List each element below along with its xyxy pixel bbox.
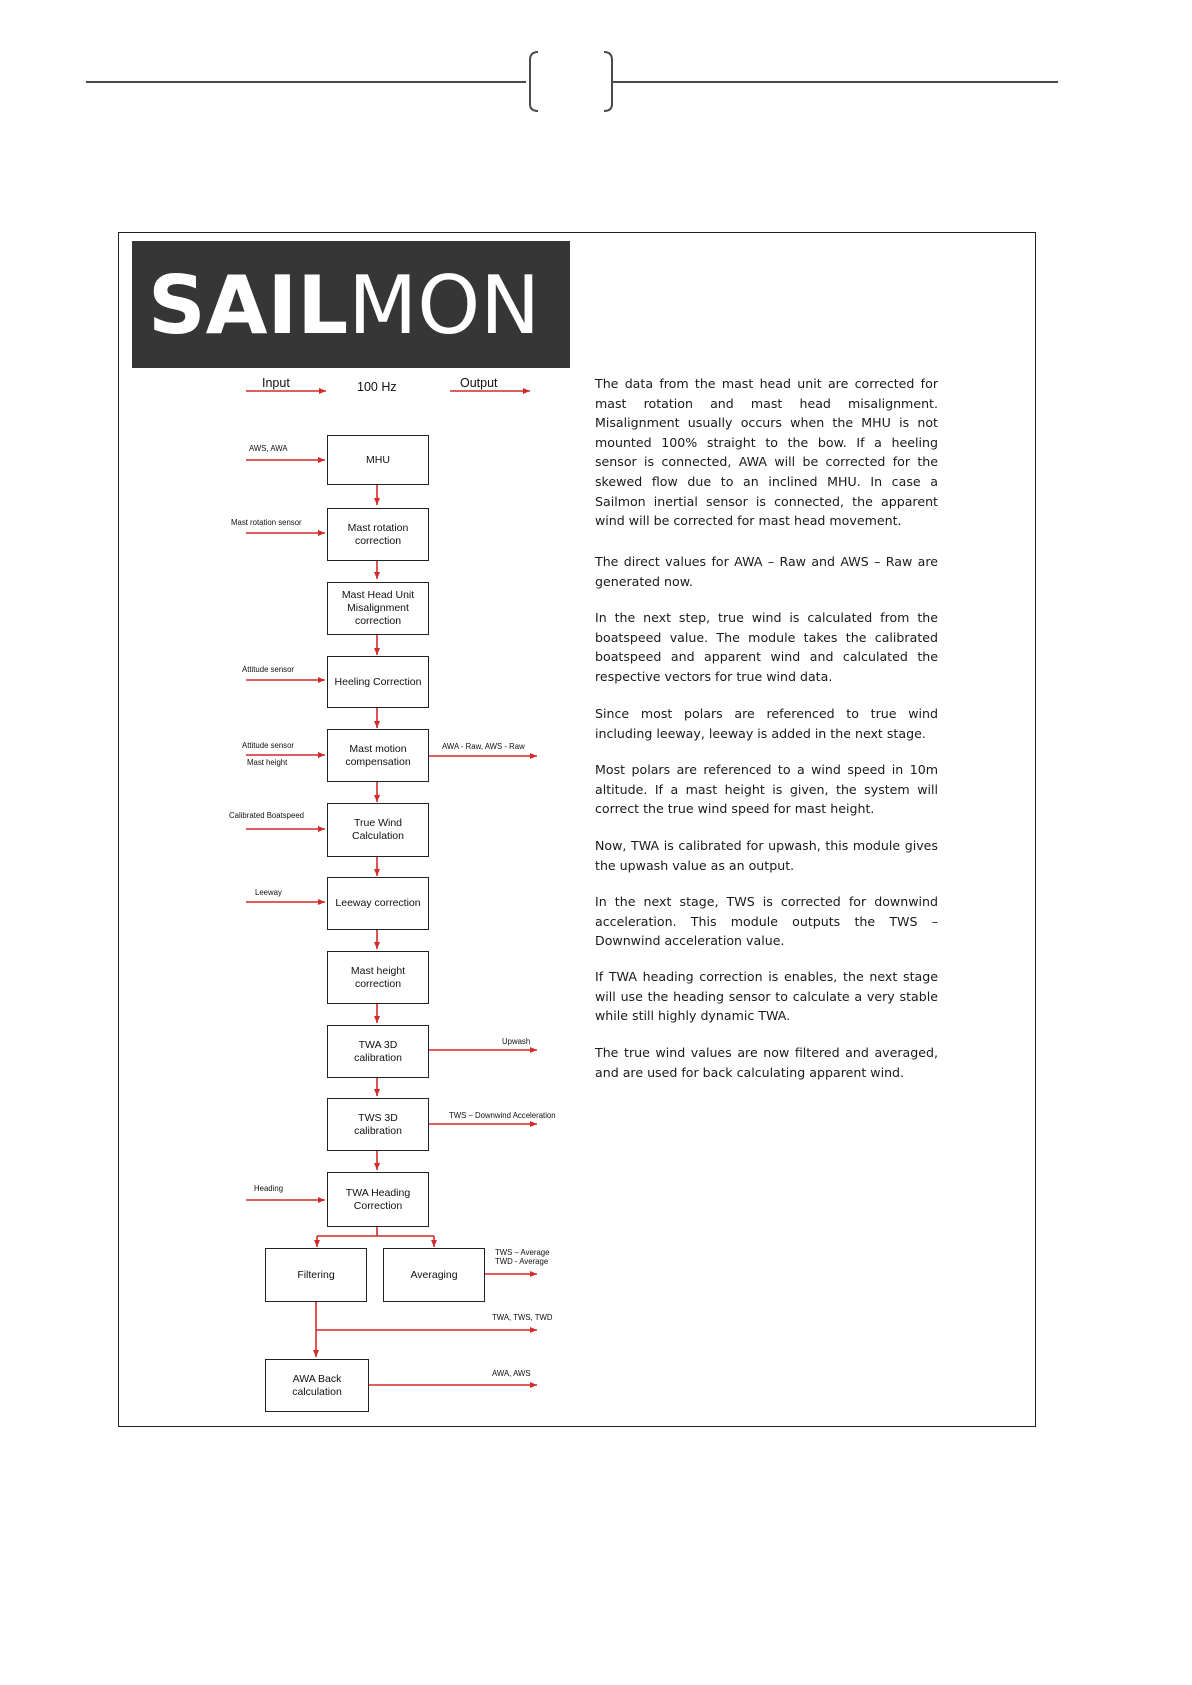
output-label-twd-average: TWD - Average <box>495 1257 549 1266</box>
box-leeway-correction: Leeway correction <box>327 877 429 930</box>
box-heeling-correction: Heeling Correction <box>327 656 429 708</box>
box-misalignment-correction: Mast Head Unit Misalignment correction <box>327 582 429 635</box>
box-awa-back-calculation: AWA Back calculation <box>265 1359 369 1412</box>
output-label-awa-aws-raw: AWA - Raw, AWS - Raw <box>442 742 525 751</box>
input-label-attitude-sensor-2: Attitude sensor <box>242 741 295 750</box>
input-header: Input <box>262 376 290 390</box>
description-para-3: In the next step, true wind is calculated from the boatspeed value. The module takes the calibrated boatspeed and apparent wind and calculated the respective vectors for true wind data. <box>595 610 938 684</box>
description-para-2: The direct values for AWA – Raw and AWS – Raw are generated now. <box>595 554 938 589</box>
box-mast-rotation-correction: Mast rotation correction <box>327 508 429 561</box>
input-label-mast-rotation-sensor: Mast rotation sensor <box>231 518 302 527</box>
description-para-9: The true wind values are now filtered and averaged, and are used for back calculating apparent wind. <box>595 1045 938 1080</box>
box-mhu: MHU <box>327 435 429 485</box>
input-label-attitude-sensor: Attitude sensor <box>242 665 295 674</box>
rate-header: 100 Hz <box>357 380 397 394</box>
output-label-tws-average: TWS – Average <box>495 1248 550 1257</box>
output-label-tws-downwind: TWS – Downwind Acceleration <box>449 1111 556 1120</box>
input-label-heading: Heading <box>254 1184 284 1193</box>
description-para-7: In the next stage, TWS is corrected for downwind acceleration. This module outputs the TWS – Downwind acceleration value. <box>595 894 938 949</box>
box-mast-motion-compensation: Mast motion compensation <box>327 729 429 782</box>
box-mast-height-correction: Mast height correction <box>327 951 429 1004</box>
input-label-leeway: Leeway <box>255 888 282 897</box>
description-para-8: If TWA heading correction is enables, the next stage will use the heading sensor to calculate a very stable while still highly dynamic TWA. <box>595 969 938 1024</box>
box-true-wind-calculation: True Wind Calculation <box>327 803 429 857</box>
box-averaging: Averaging <box>383 1248 485 1302</box>
box-twa-3d-calibration: TWA 3D calibration <box>327 1025 429 1078</box>
input-label-mast-height: Mast height <box>247 758 288 767</box>
description-para-6: Now, TWA is calibrated for upwash, this module gives the upwash value as an output. <box>595 838 938 873</box>
logo-text-bold: SAIL <box>148 259 349 352</box>
box-tws-3d-calibration: TWS 3D calibration <box>327 1098 429 1151</box>
output-header: Output <box>460 376 498 390</box>
output-label-twa-tws-twd: TWA, TWS, TWD <box>492 1313 553 1322</box>
logo-text-light: MON <box>348 259 541 352</box>
output-label-upwash: Upwash <box>502 1037 531 1046</box>
input-label-aws-awa: AWS, AWA <box>249 444 288 453</box>
description-para-1: The data from the mast head unit are corrected for mast rotation and mast head misalignment. Misalignment usually occurs when the MHU is not mounted 100% straight to the bow. If a heeling sensor is connected, AWA will be corrected for the skewed flow due to an inclined MHU. In case a Sailmon inertial sensor is connected, the apparent wind will be corrected for mast head movement. <box>595 376 938 529</box>
box-filtering: Filtering <box>265 1248 367 1302</box>
description-para-4: Since most polars are referenced to true wind including leeway, leeway is added in the next stage. <box>595 706 938 741</box>
output-label-awa-aws: AWA, AWS <box>492 1369 531 1378</box>
box-twa-heading-correction: TWA Heading Correction <box>327 1172 429 1227</box>
description-para-5: Most polars are referenced to a wind speed in 10m altitude. If a mast height is given, the system will correct the true wind speed for mast height. <box>595 762 938 817</box>
input-label-calibrated-boatspeed: Calibrated Boatspeed <box>229 811 304 820</box>
